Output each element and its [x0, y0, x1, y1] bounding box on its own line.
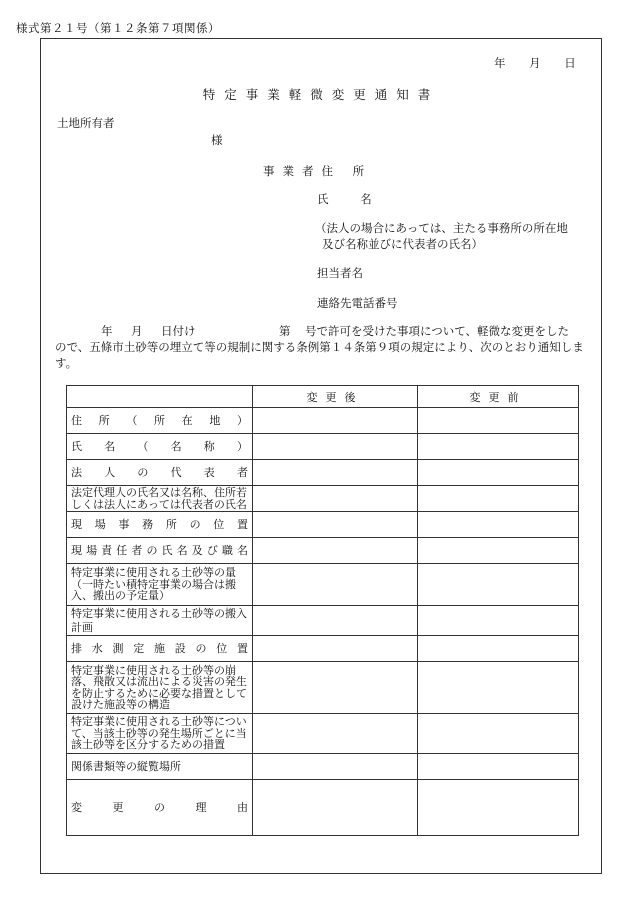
- body-day: 日付け: [161, 324, 196, 338]
- after-value-cell[interactable]: [253, 408, 418, 434]
- table-row: [67, 714, 579, 754]
- applicant-name-label: 氏 名: [317, 192, 386, 206]
- after-value-cell[interactable]: [253, 662, 418, 714]
- header-after: 変更後: [253, 386, 418, 408]
- table-row: [67, 408, 579, 434]
- body-month: 月: [131, 324, 143, 338]
- table-row: [67, 434, 579, 460]
- body-year: 年: [101, 324, 113, 338]
- before-value-cell[interactable]: [418, 486, 579, 512]
- table-row: [67, 780, 579, 836]
- table-row: [67, 564, 579, 606]
- applicant-address-label: 事業者住 所: [263, 164, 373, 178]
- recipient-suffix: 様: [211, 133, 223, 147]
- document-title: 特定事業軽微変更通知書: [202, 87, 440, 102]
- body-line1-rest: 号で許可を受けた事項について、軽微な変更をした: [305, 324, 570, 338]
- row-label: 排水測定施設の位置: [67, 636, 253, 662]
- change-table: [66, 385, 579, 836]
- row-label: 特定事業に使用される土砂等の崩落、飛散又は流出による災害の発生を防止するために必要な措置として設けた施設等の構造: [67, 662, 253, 714]
- before-value-cell[interactable]: [418, 512, 579, 538]
- before-value-cell[interactable]: [418, 538, 579, 564]
- table-row: [67, 754, 579, 780]
- row-label: 特定事業に使用される土砂等の量（一時たい積特定事業の場合は搬入、搬出の予定量）: [67, 564, 253, 606]
- row-label: 現場事務所の位置: [67, 512, 253, 538]
- row-label: 特定事業に使用される土砂等について、当該土砂等の発生場所ごとに当該土砂等を区分するための措置: [67, 714, 253, 754]
- row-label: 関係書類等の縦覧場所: [67, 754, 253, 780]
- body-line1: [55, 323, 595, 339]
- contact-person-label: 担当者名: [317, 266, 363, 280]
- table-row: [67, 460, 579, 486]
- table-row: [67, 636, 579, 662]
- row-label: 法定代理人の氏名又は名称、住所若しくは法人にあっては代表者の氏名: [67, 486, 253, 512]
- after-value-cell[interactable]: [253, 564, 418, 606]
- after-value-cell[interactable]: [253, 606, 418, 636]
- before-value-cell[interactable]: [418, 408, 579, 434]
- phone-label: 連絡先電話番号: [317, 296, 398, 310]
- notification-body: [55, 323, 595, 371]
- after-value-cell[interactable]: [253, 512, 418, 538]
- row-label: 氏名（名称）: [67, 434, 253, 460]
- header-before: 変更前: [418, 386, 579, 408]
- before-value-cell[interactable]: [418, 636, 579, 662]
- body-number-prefix: 第: [279, 324, 291, 338]
- table-row: [67, 662, 579, 714]
- after-value-cell[interactable]: [253, 636, 418, 662]
- before-value-cell[interactable]: [418, 754, 579, 780]
- before-value-cell[interactable]: [418, 606, 579, 636]
- after-value-cell[interactable]: [253, 486, 418, 512]
- before-value-cell[interactable]: [418, 780, 579, 836]
- row-label: 法人の代表者: [67, 460, 253, 486]
- after-value-cell[interactable]: [253, 714, 418, 754]
- form-number: 様式第２１号（第１２条第７項関係）: [16, 21, 220, 35]
- row-label: 現場責任者の氏名及び職名: [67, 538, 253, 564]
- before-value-cell[interactable]: [418, 714, 579, 754]
- applicant-note-line2: 及び名称並びに代表者の氏名）: [322, 237, 483, 251]
- before-value-cell[interactable]: [418, 564, 579, 606]
- header-blank: [67, 386, 253, 408]
- row-label: 住所（所在地）: [67, 408, 253, 434]
- after-value-cell[interactable]: [253, 754, 418, 780]
- before-value-cell[interactable]: [418, 662, 579, 714]
- table-row: [67, 538, 579, 564]
- body-line3: す。: [55, 356, 78, 370]
- row-label: 特定事業に使用される土砂等の搬入計画: [67, 606, 253, 636]
- after-value-cell[interactable]: [253, 460, 418, 486]
- body-line2: ので、五條市土砂等の埋立て等の規制に関する条例第１４条第９項の規定により、次のとおり通知しま: [55, 340, 584, 354]
- table-row: [67, 512, 579, 538]
- before-value-cell[interactable]: [418, 434, 579, 460]
- table-header-row: [67, 386, 579, 408]
- after-value-cell[interactable]: [253, 434, 418, 460]
- table-row: [67, 606, 579, 636]
- after-value-cell[interactable]: [253, 780, 418, 836]
- form-frame: [40, 38, 602, 874]
- applicant-note-line1: （法人の場合にあっては、主たる事務所の所在地: [315, 221, 568, 235]
- before-value-cell[interactable]: [418, 460, 579, 486]
- table-row: [67, 486, 579, 512]
- row-label: 変更の理由: [67, 780, 253, 836]
- recipient-label: 土地所有者: [57, 116, 115, 130]
- after-value-cell[interactable]: [253, 538, 418, 564]
- date-line[interactable]: 年 月 日: [494, 56, 576, 70]
